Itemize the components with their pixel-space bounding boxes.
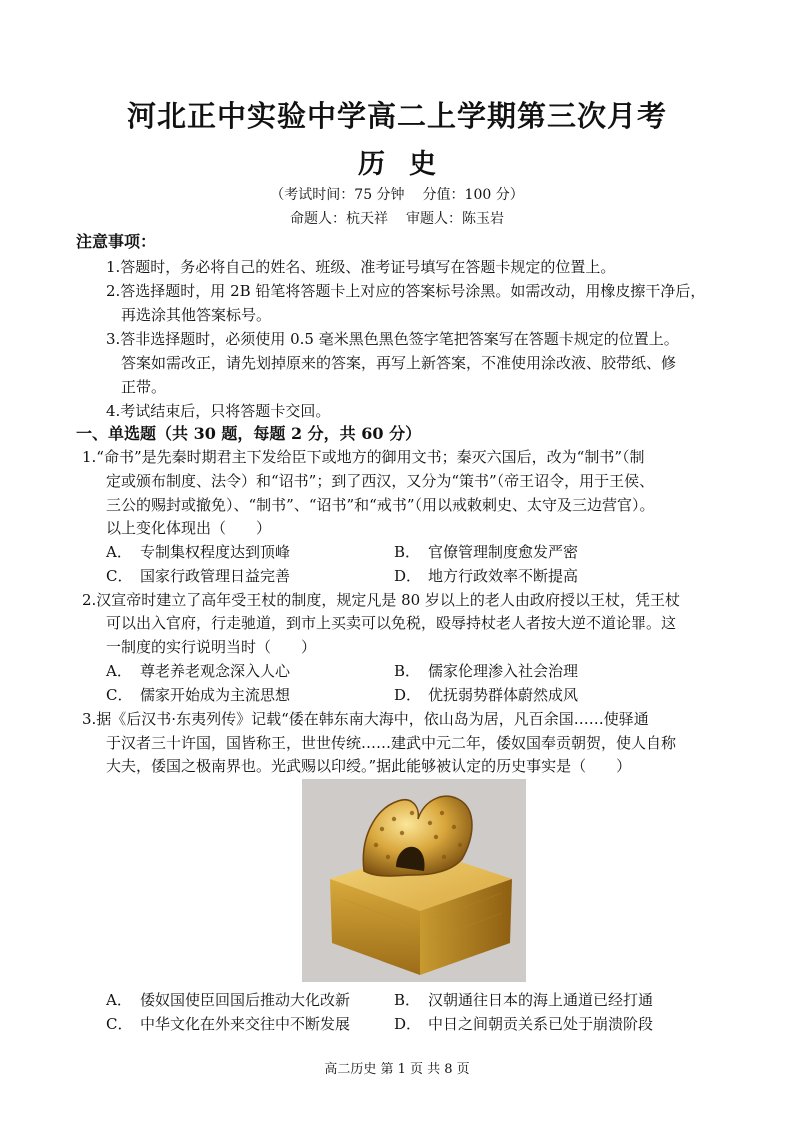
notice-item-3-line2: 答案如需改正，请先划掉原来的答案，再写上新答案，不准使用涂改液、胶带纸、修: [121, 354, 677, 372]
q3-option-b-text: 汉朝通往日本的海上通道已经打通: [428, 991, 654, 1009]
q3-stem-line1: 3.据《后汉书·东夷列传》记载“倭在韩东南大海中，依山岛为居，凡百余国……使驿通: [82, 710, 649, 728]
q3-option-c-letter: C．: [106, 1015, 133, 1033]
q2-option-c-letter: C．: [106, 686, 133, 704]
q3-option-a-text: 倭奴国使臣回国后推动大化改新: [140, 991, 351, 1009]
q1-stem-line1: 1.“命书”是先秦时期君主下发给臣下或地方的御用文书；秦灭六国后，改为“制书”（制: [82, 448, 645, 466]
q1-option-d-letter: D．: [394, 567, 422, 585]
q2-stem-line2: 可以出入官府，行走驰道，到市上买卖可以免税，殴辱持杖老人者按大逆不道论罪。这: [106, 614, 677, 632]
q1-option-c[interactable]: [106, 566, 290, 586]
q1-stem-line3: 三公的赐封或撤免）、“制书”、“诏书”和“戒书”（用以戒敕刺史、太守及三边营官）。: [106, 496, 655, 514]
q2-option-a[interactable]: [106, 661, 290, 681]
q1-option-d[interactable]: [394, 566, 578, 586]
q3-option-d[interactable]: [394, 1014, 653, 1034]
q3-stem-line2: 于汉者三十许国，国皆称王，世世传统……建武中元二年，倭奴国奉贡朝贺，使人自称: [106, 734, 677, 752]
notice-item-3-line3: 正带。: [121, 378, 167, 396]
notice-item-3-line1: 3.答非选择题时，必须使用 0.5 毫米黑色黑色签字笔把答案写在答题卡规定的位置上。: [106, 330, 679, 348]
q2-option-b-text: 儒家伦理渗入社会治理: [428, 662, 579, 680]
exam-staff: [0, 208, 794, 228]
q2-option-c-text: 儒家开始成为主流思想: [140, 686, 291, 704]
q1-option-b[interactable]: [394, 542, 578, 562]
q1-option-b-letter: B．: [394, 543, 421, 561]
q2-option-b-letter: B．: [394, 662, 421, 680]
q3-option-a-letter: A．: [106, 991, 132, 1009]
q1-option-a-text: 专制集权程度达到顶峰: [140, 543, 291, 561]
q2-option-d-text: 优抚弱势群体蔚然成风: [428, 686, 579, 704]
q3-option-a[interactable]: [106, 990, 350, 1010]
q1-option-a[interactable]: [106, 542, 290, 562]
q2-option-b[interactable]: [394, 661, 578, 681]
q2-option-c[interactable]: [106, 685, 290, 705]
q2-option-d-letter: D．: [394, 686, 422, 704]
gold-seal-illustration: [302, 779, 526, 982]
exam-score: 分值：100 分）: [422, 187, 524, 203]
q3-option-d-letter: D．: [394, 1015, 422, 1033]
q3-option-b[interactable]: [394, 990, 653, 1010]
q1-option-c-text: 国家行政管理日益完善: [140, 567, 291, 585]
q3-option-c-text: 中华文化在外来交往中不断发展: [140, 1015, 351, 1033]
q3-option-d-text: 中日之间朝贡关系已处于崩溃阶段: [428, 1015, 654, 1033]
q1-stem-line2: 定或颁布制度、法令）和“诏书”；到了西汉，又分为“策书”（帝王诏令，用于王侯、: [106, 472, 655, 490]
notice-item-1: 1.答题时，务必将自己的姓名、班级、准考证号填写在答题卡规定的位置上。: [106, 258, 616, 276]
page-footer: 高二历史 第 1 页 共 8 页: [324, 1062, 470, 1077]
notice-item-2-line1: 2.答选择题时，用 2B 铅笔将答题卡上对应的答案标号涂黑。如需改动，用橡皮擦干净后，: [106, 282, 706, 300]
gold-seal-image: [302, 779, 526, 982]
author: 命题人：杭天祥: [290, 211, 388, 227]
q1-option-a-letter: A．: [106, 543, 132, 561]
q1-option-d-text: 地方行政效率不断提高: [428, 567, 579, 585]
q2-option-d[interactable]: [394, 685, 578, 705]
q2-option-a-text: 尊老养老观念深入人心: [140, 662, 291, 680]
subject-title: 历史: [358, 149, 460, 180]
notice-item-4: 4.考试结束后，只将答题卡交回。: [106, 402, 331, 420]
q3-option-b-letter: B．: [394, 991, 421, 1009]
q1-option-b-text: 官僚管理制度愈发严密: [428, 543, 579, 561]
q2-stem-line3: 一制度的实行说明当时（ ）: [106, 638, 317, 656]
notice-heading: 注意事项：: [76, 232, 157, 251]
q2-stem-line1: 2.汉宣帝时建立了高年受王杖的制度，规定凡是 80 岁以上的老人由政府授以王杖，凭王杖: [82, 591, 680, 609]
reviewer: 审题人：陈玉岩: [406, 211, 504, 227]
exam-time: （考试时间：75 分钟: [270, 187, 405, 203]
q1-option-c-letter: C．: [106, 567, 133, 585]
exam-info: [0, 184, 794, 204]
q3-stem-line3: 大夫，倭国之极南界也。光武赐以印绶。”据此能够被认定的历史事实是（ ）: [106, 757, 632, 775]
notice-item-2-line2: 再选涂其他答案标号。: [121, 306, 272, 324]
section-heading: 一、单选题（共 30 题，每题 2 分，共 60 分）: [76, 424, 422, 443]
page-title: 河北正中实验中学高二上学期第三次月考: [126, 99, 667, 133]
q2-option-a-letter: A．: [106, 662, 132, 680]
q3-option-c[interactable]: [106, 1014, 350, 1034]
q1-stem-line4: 以上变化体现出（ ）: [106, 519, 272, 537]
